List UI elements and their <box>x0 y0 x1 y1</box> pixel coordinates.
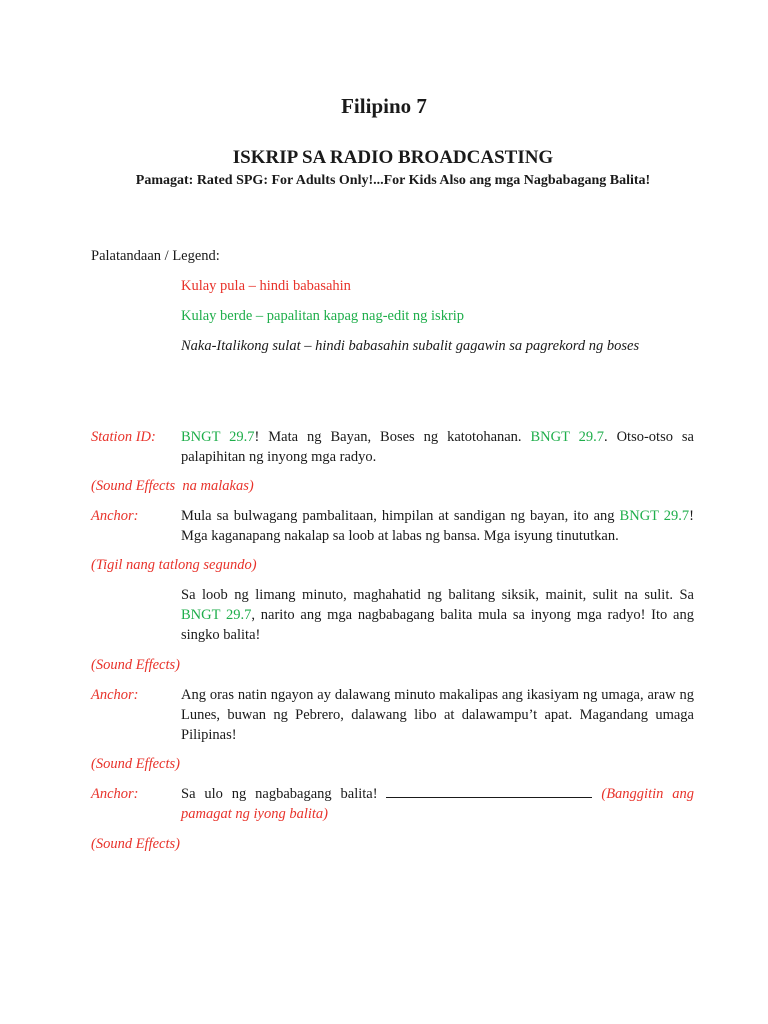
pamagat-line: Pamagat: Rated SPG: For Adults Only!...For Kids Also ang mga Nagbabagang Balita! <box>135 173 651 188</box>
instruction-note: (Banggitin ang pamagat ng iyong balita) <box>181 786 695 822</box>
anchor-row <box>91 506 694 546</box>
anchor-text <box>181 506 694 546</box>
station-id-row <box>91 427 694 467</box>
station-name: BNGT 29.7 <box>181 607 252 623</box>
cue-sound-effects: (Sound Effects) <box>91 657 180 673</box>
paragraph-row <box>91 585 694 645</box>
legend-red: Kulay pula – hindi babasahin <box>181 278 351 294</box>
anchor-row <box>91 685 694 745</box>
anchor-text-part: ! Mga kaganapang nakalap sa loob at labas ng bansa. Mga isyung tinututkan. <box>181 508 694 544</box>
anchor-row <box>91 784 694 824</box>
course-title: Filipino 7 <box>341 94 427 118</box>
anchor-label: Anchor: <box>91 508 139 524</box>
station-name: BNGT 29.7 <box>530 429 605 445</box>
anchor-text-part: Sa ulo ng nagbabagang balita! <box>181 786 378 802</box>
anchor-label: Anchor: <box>91 687 139 703</box>
station-id-text <box>181 427 694 467</box>
legend-italic: Naka-Italikong sulat – hindi babasahin subalit gagawin sa pagrekord ng boses <box>181 338 640 354</box>
anchor-text: Ang oras natin ngayon ay dalawang minuto makalipas ang ikasiyam ng umaga, araw ng Lunes, buwan ng Pebrero, dalawang libo at dalawampu’t apat. Magandang umaga Pilipinas! <box>181 687 694 743</box>
anchor-text <box>181 784 694 824</box>
cue-sound-effects: (Sound Effects) <box>91 756 180 772</box>
anchor-text-part: Mula sa bulwagang pambalitaan, himpilan at sandigan ng bayan, ito ang <box>181 508 620 524</box>
station-name: BNGT 29.7 <box>619 508 690 524</box>
station-name: BNGT 29.7 <box>181 429 255 445</box>
cue-pause: (Tigil nang tatlong segundo) <box>91 557 257 573</box>
legend-green: Kulay berde – papalitan kapag nag-edit ng iskrip <box>181 308 465 324</box>
cue-sound-effects-loud: (Sound Effects na malakas) <box>91 478 254 494</box>
paragraph-text-part: Sa loob ng limang minuto, maghahatid ng balitang siksik, mainit, sulit na sulit. Sa <box>181 587 694 603</box>
paragraph-text-part: , narito ang mga nagbabagang balita mula sa inyong mga radyo! Ito ang singko balita! <box>181 607 694 643</box>
anchor-label: Anchor: <box>91 786 139 802</box>
paragraph-text <box>181 585 694 645</box>
station-id-label: Station ID: <box>91 429 156 445</box>
station-id-text-part: . Otso-otso sa palapihitan ng inyong mga radyo. <box>181 429 694 465</box>
script-title: ISKRIP SA RADIO BROADCASTING <box>232 147 554 168</box>
cue-sound-effects: (Sound Effects) <box>91 836 180 852</box>
legend-heading: Palatandaan / Legend: <box>91 248 220 264</box>
station-id-text-part: ! Mata ng Bayan, Boses ng katotohanan. <box>254 429 531 445</box>
fill-in-blank <box>386 785 592 798</box>
